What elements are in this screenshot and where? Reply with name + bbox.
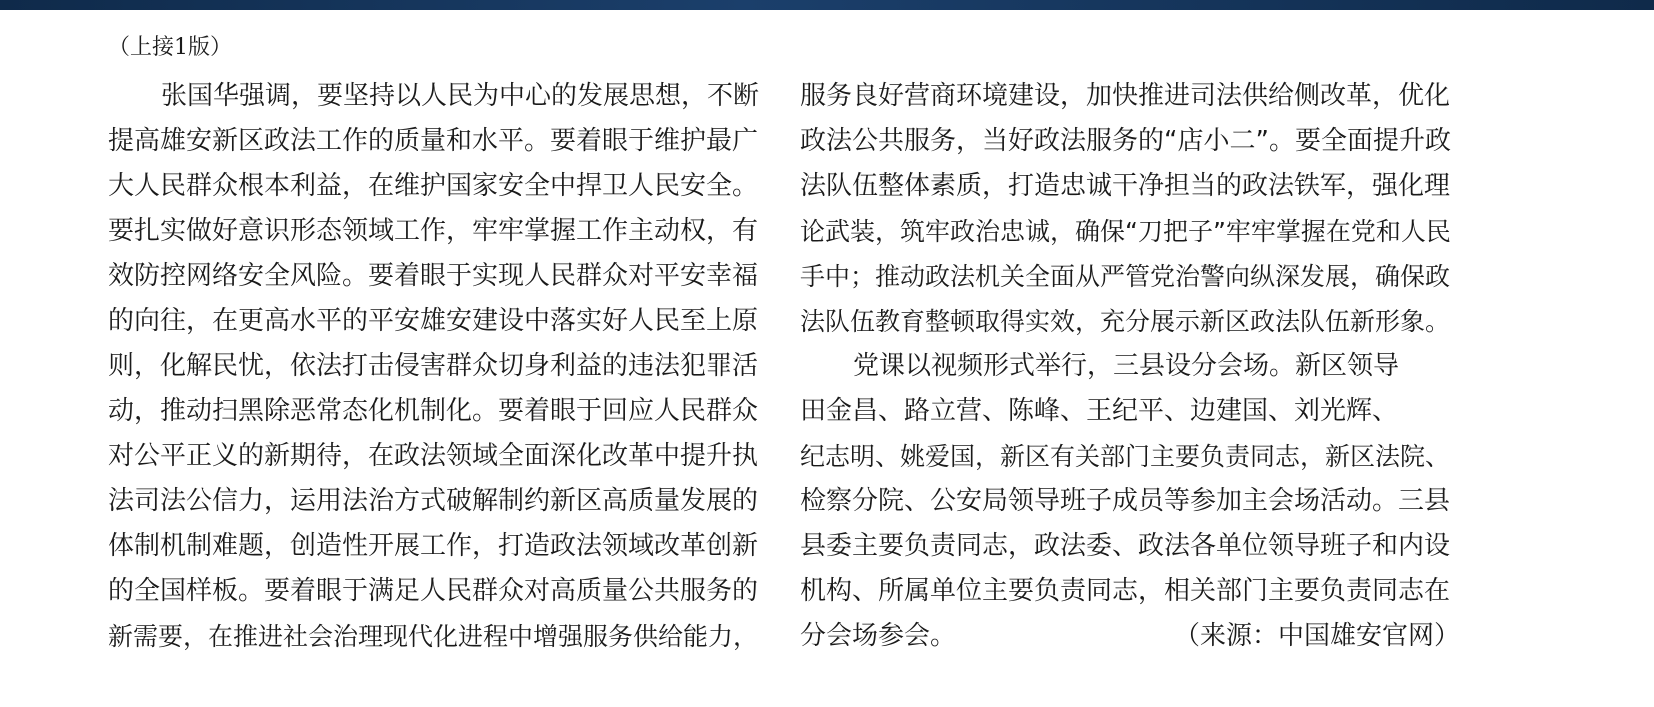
article-line: 党课以视频形式举行，三县设分会场。新区领导 — [853, 351, 1400, 381]
article-line: 检察分院、公安局领导班子成员等参加主会场活动。三县 — [800, 486, 1451, 516]
article-line: 新需要，在推进社会治理现代化进程中增强服务供给能力， — [108, 622, 759, 651]
article-line: 机构、所属单位主要负责同志，相关部门主要负责同志在 — [800, 576, 1451, 606]
article-line: 服务良好营商环境建设，加快推进司法供给侧改革，优化 — [800, 81, 1451, 111]
article-line: 的全国样板。要着眼于满足人民群众对高质量公共服务的 — [108, 576, 759, 606]
article-column-left — [108, 74, 768, 659]
article-line: 大人民群众根本利益，在维护国家安全中捍卫人民安全。 — [108, 171, 759, 201]
article-line: 张国华强调，要坚持以人民为中心的发展思想，不断 — [161, 81, 760, 111]
article-line: 要扎实做好意识形态领域工作，牢牢掌握工作主动权，有 — [108, 216, 759, 246]
article-line: 则，化解民忧，依法打击侵害群众切身利益的违法犯罪活 — [108, 351, 759, 381]
article-line: 纪志明、姚爱国，新区有关部门主要负责同志，新区法院、 — [800, 442, 1451, 471]
article-line: 动，推动扫黑除恶常态化机制化。要着眼于回应人民群众 — [108, 396, 759, 426]
article-line: 对公平正义的新期待，在政法领域全面深化改革中提升执 — [108, 441, 759, 471]
article-line: 体制机制难题，创造性开展工作，打造政法领域改革创新 — [108, 531, 759, 561]
top-banner-bar — [0, 0, 1654, 10]
article-column-right — [800, 74, 1460, 659]
article-line: 手中；推动政法机关全面从严管党治警向纵深发展，确保政 — [800, 262, 1451, 291]
continuation-note: （上接1版） — [108, 35, 232, 60]
article-line: 县委主要负责同志，政法委、政法各单位领导班子和内设 — [800, 531, 1451, 561]
article-line: 论武装，筑牢政治忠诚，确保“刀把子”牢牢掌握在党和人民 — [800, 217, 1451, 246]
article-line: 政法公共服务，当好政法服务的“店小二”。要全面提升政 — [800, 126, 1451, 156]
article-line: 分会场参会。 （来源：中国雄安官网） — [800, 614, 1460, 659]
article-line: 提高雄安新区政法工作的质量和水平。要着眼于维护最广 — [108, 126, 759, 156]
article-line: 田金昌、路立营、陈峰、王纪平、边建国、刘光辉、 — [800, 396, 1399, 426]
article-line: 法司法公信力，运用法治方式破解制约新区高质量发展的 — [108, 486, 759, 516]
article-line: 法队伍整体素质，打造忠诚干净担当的政法铁军，强化理 — [800, 171, 1451, 201]
article-source: （来源：中国雄安官网） — [1173, 621, 1460, 651]
article-line: 效防控网络安全风险。要着眼于实现人民群众对平安幸福 — [108, 261, 759, 291]
article-line: 法队伍教育整顿取得实效，充分展示新区政法队伍新形象。 — [800, 307, 1451, 336]
article-line: 的向往，在更高水平的平安雄安建设中落实好人民至上原 — [108, 306, 759, 336]
